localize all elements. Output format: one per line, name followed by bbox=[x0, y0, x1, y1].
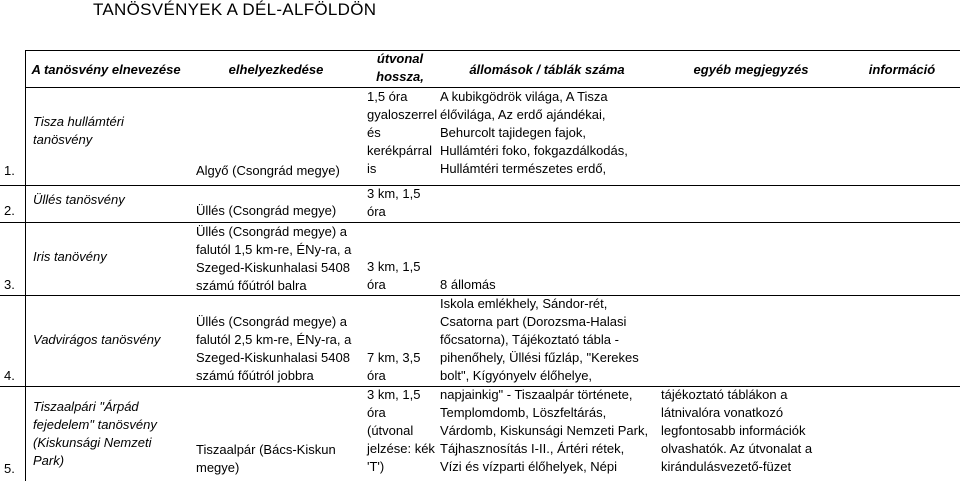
route-line: gyaloszerrel bbox=[367, 107, 438, 122]
stations-line: Iskola emlékhely, Sándor-rét, bbox=[440, 296, 608, 311]
row-number: 3. bbox=[4, 277, 15, 292]
route-line: 3 km, 1,5 bbox=[367, 186, 421, 201]
header-info: információ bbox=[868, 62, 936, 77]
trail-name-line: Tisza hullámtéri bbox=[33, 114, 124, 129]
stations-line: Hullámtéri foko, fokgazdálkodás, bbox=[440, 143, 628, 158]
route-line: is bbox=[367, 161, 377, 176]
location-line: falutól 2,5 km-re, ÉNy-ra, a bbox=[196, 332, 352, 347]
trail-name-line: Üllés tanösvény bbox=[33, 192, 125, 207]
trail-location bbox=[196, 313, 351, 385]
trail-route bbox=[367, 185, 420, 221]
route-line: óra bbox=[367, 405, 386, 420]
location-line: számú főútról balra bbox=[196, 278, 307, 293]
route-line: óra bbox=[367, 204, 386, 219]
header-name: A tanösvény elnevezése bbox=[31, 62, 181, 77]
location-line: Szeged-Kiskunhalasi 5408 bbox=[196, 260, 350, 275]
route-line: kerékpárral bbox=[367, 143, 433, 158]
header-route bbox=[365, 50, 435, 86]
notes-line: olvashatók. Az útvonalat a bbox=[661, 441, 813, 456]
row-border-1 bbox=[0, 185, 960, 186]
route-line: és bbox=[367, 125, 381, 140]
table-top-border bbox=[25, 50, 960, 51]
trail-route bbox=[367, 258, 420, 294]
stations-line: Hullámtéri természetes erdő, bbox=[440, 161, 607, 176]
stations-line: napjainkig" - Tiszaalpár története, bbox=[440, 387, 633, 402]
trail-name bbox=[33, 191, 125, 209]
stations-line: Templomdomb, Löszfeltárás, bbox=[440, 405, 607, 420]
route-line: óra bbox=[367, 277, 386, 292]
route-line: (útvonal bbox=[367, 423, 414, 438]
location-line: Üllés (Csongrád megye) bbox=[196, 203, 337, 218]
col-border-num bbox=[25, 50, 26, 481]
trail-name-line: tanösvény bbox=[33, 132, 93, 147]
stations-line: pihenőhely, Üllési fűzláp, "Kerekes bbox=[440, 350, 639, 365]
trail-route bbox=[367, 349, 420, 385]
trail-name-line: Iris tanövény bbox=[33, 249, 107, 264]
route-line: 'T') bbox=[367, 459, 385, 474]
notes-line: tájékoztató táblákon a bbox=[661, 387, 788, 402]
page-title: TANÖSVÉNYEK A DÉL-ALFÖLDÖN bbox=[93, 0, 377, 19]
location-line: megye) bbox=[196, 460, 240, 475]
trails-table bbox=[0, 50, 960, 481]
notes-line: látnivalóra vonatkozó bbox=[661, 405, 784, 420]
location-line: Üllés (Csongrád megye) a bbox=[196, 224, 348, 239]
notes-line: kirándulásvezető-füzet bbox=[661, 459, 792, 474]
trail-location bbox=[196, 441, 336, 477]
trail-notes bbox=[661, 386, 812, 476]
stations-line: Behurcolt tajidegen fajok, bbox=[440, 125, 586, 140]
route-line: óra bbox=[367, 368, 386, 383]
route-line: 3 km, 1,5 bbox=[367, 387, 421, 402]
trail-name-line: (Kiskunsági Nemzeti bbox=[33, 435, 152, 450]
row-number: 1. bbox=[4, 163, 15, 178]
trail-name bbox=[33, 248, 107, 266]
trail-name bbox=[33, 331, 160, 349]
trail-route bbox=[367, 386, 435, 476]
notes-line: legfontosabb információk bbox=[661, 423, 806, 438]
trail-location bbox=[196, 223, 351, 295]
stations-line: Csatorna part (Dorozsma-Halasi bbox=[440, 314, 627, 329]
stations-line: főcsatorna), Tájékoztató tábla - bbox=[440, 332, 619, 347]
row-number: 4. bbox=[4, 368, 15, 383]
stations-line: 8 állomás bbox=[440, 277, 496, 292]
trail-name-line: Vadvirágos tanösvény bbox=[33, 332, 161, 347]
trail-name-line: Park) bbox=[33, 453, 65, 468]
trail-stations bbox=[440, 88, 628, 178]
trail-location bbox=[196, 202, 336, 220]
route-line: 7 km, 3,5 bbox=[367, 350, 421, 365]
header-location: elhelyezkedése bbox=[228, 62, 324, 77]
trail-stations bbox=[440, 386, 648, 476]
location-line: Üllés (Csongrád megye) a bbox=[196, 314, 348, 329]
stations-line: Vízi és vízparti élőhelyek, Népi bbox=[440, 459, 618, 474]
stations-line: A kubikgödrök világa, A Tisza bbox=[440, 89, 608, 104]
trail-stations bbox=[440, 276, 496, 294]
location-line: Tiszaalpár (Bács-Kiskun bbox=[196, 442, 336, 457]
stations-line: bolt", Kígyónyelv élőhelye, bbox=[440, 368, 593, 383]
route-line: 1,5 óra bbox=[367, 89, 408, 104]
trail-stations bbox=[440, 295, 639, 385]
location-line: Algyő (Csongrád megye) bbox=[196, 163, 340, 178]
stations-line: élővilága, Az erdő ajándékai, bbox=[440, 107, 606, 122]
location-line: számú főútról jobbra bbox=[196, 368, 314, 383]
header-route-line1: útvonal bbox=[376, 51, 424, 66]
header-stations: állomások / táblák száma bbox=[469, 62, 625, 77]
trail-name bbox=[33, 113, 124, 149]
trail-name-line: fejedelem" tanösvény bbox=[33, 417, 157, 432]
trail-name-line: Tiszaalpári "Árpád bbox=[33, 399, 139, 414]
row-number: 5. bbox=[4, 461, 15, 476]
header-notes: egyéb megjegyzés bbox=[693, 62, 809, 77]
stations-line: Tájhasznosítás I-II., Ártéri rétek, bbox=[440, 441, 625, 456]
trail-route bbox=[367, 88, 437, 178]
location-line: Szeged-Kiskunhalasi 5408 bbox=[196, 350, 350, 365]
trail-location bbox=[196, 162, 340, 180]
row-border-2 bbox=[0, 222, 960, 223]
location-line: falutól 1,5 km-re, ÉNy-ra, a bbox=[196, 242, 352, 257]
route-line: jelzése: kék bbox=[367, 441, 435, 456]
route-line: 3 km, 1,5 bbox=[367, 259, 421, 274]
row-number: 2. bbox=[4, 203, 15, 218]
trail-name bbox=[33, 398, 157, 470]
header-route-line2: hossza, bbox=[376, 69, 424, 84]
stations-line: Várdomb, Kiskunsági Nemzeti Park, bbox=[440, 423, 649, 438]
